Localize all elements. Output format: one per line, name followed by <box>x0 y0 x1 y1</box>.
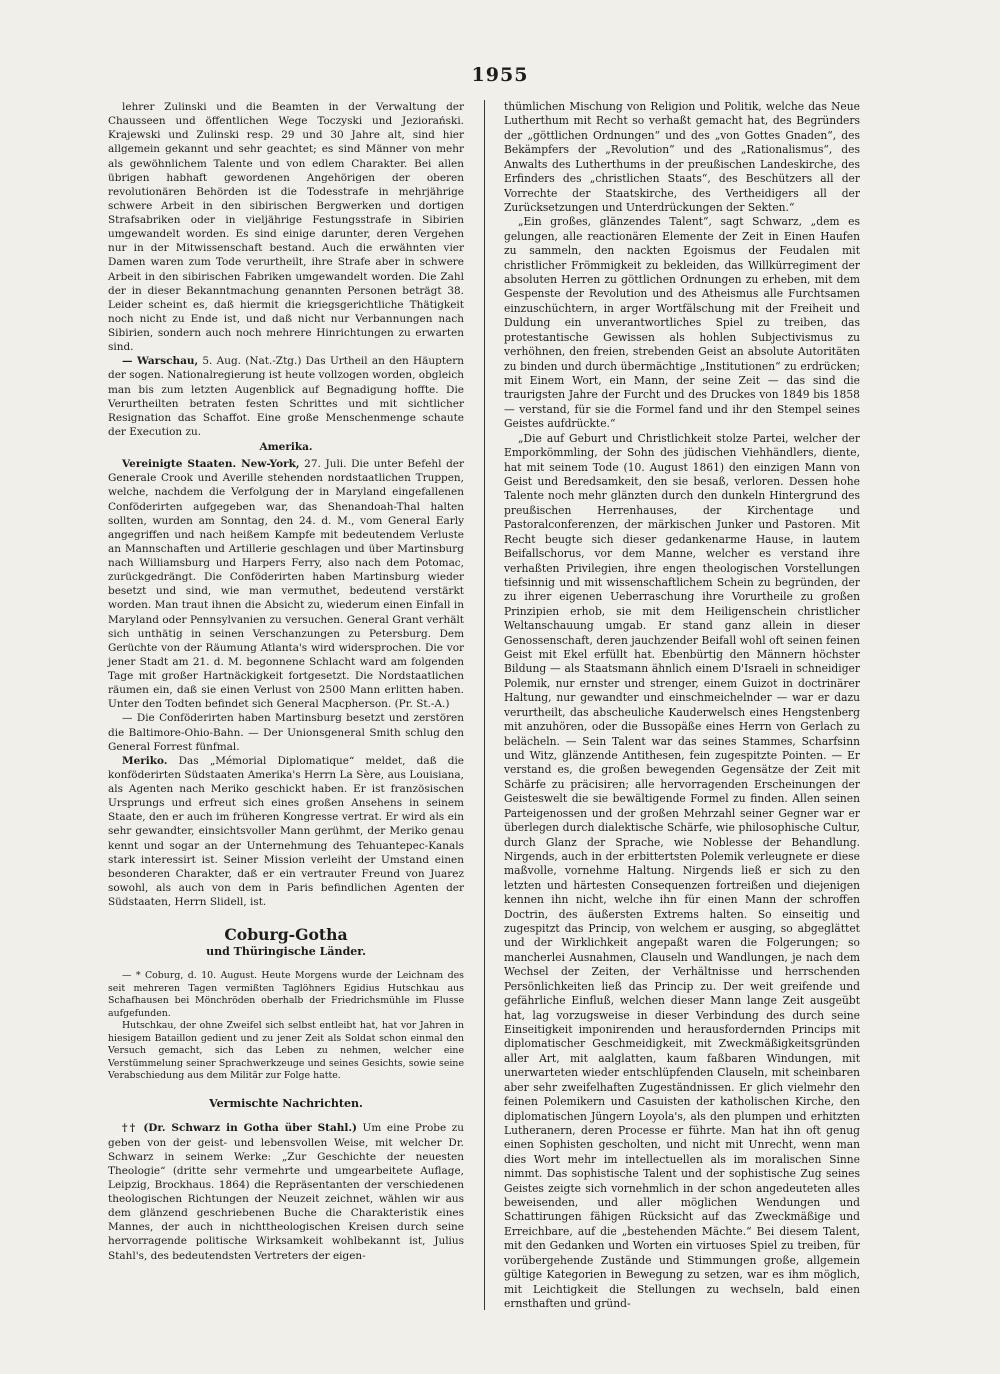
dateline-schwarz: †† (Dr. Schwarz in Gotha über Stahl.) <box>122 1122 357 1135</box>
heading-vermischte-nachrichten: Vermischte Nachrichten. <box>209 1096 363 1110</box>
heading-amerika: Amerika. <box>259 441 313 453</box>
article-schwarz-stahl: †† (Dr. Schwarz in Gotha über Stahl.) Um eine Probe zu geben von der geist- und lebensvollen Weise, mit welcher Dr. Schwarz in seinem Werke: „Zur Geschichte der neuesten Theologie“ (dritte sehr vermehrte und umgearbeitete Auflage, Leipzig, Brockhaus. 1864) die Repräsentanten der verschiedenen theologischen Richtungen der Neuzeit zeichnet, wählen wir aus dem glänzend geschriebenen Buche die Charakteristik eines Mannes, der auch in nichttheologischen Kreisen durch seine hervorragende politische Wirksamkeit wohlbekannt ist, Julius Stahl's, des bedeutendsten Vertreters der eigen- <box>108 1122 464 1262</box>
article-polish-verdicts: lehrer Zulinski und die Beamten in der Verwaltung der Chausseen und öffentlichen Wege Toczyski und Jeziorański. Krajewski und Zulinski resp. 29 und 30 Jahre alt, sind hier allgemein gekannt und sehr geachtet; es sind Männer von mehr als gewöhnlichem Talente und von edlem Charakter. Bei allen übrigen habhaft gewordenen Angehörigen der oberen revolutionären Behörden ist die Todesstrafe in mehrjährige schwere Arbeit in den sibirischen Bergwerken und dortigen Strafsabriken oder in vieljährige Festungsstrafe in Sibirien umgewandelt worden. Es sind einige darunter, deren Vergehen nur in der Mitwissenschaft bestand. Auch die erwähnten vier Damen waren zum Tode verurtheilt, ihre Strafe aber in schwere Arbeit in den sibirischen Fabriken umgewandelt worden. Die Zahl der in dieser Bekanntmachung genannten Personen beträgt 38. Leider scheint es, daß hiermit die kriegsgerichtliche Thätigkeit noch nicht zu Ende ist, und daß nicht nur Verbannungen nach Sibirien, sondern auch noch mehrere Hinrichtungen zu erwarten sind. <box>108 101 464 354</box>
article-coburg: — * Coburg, d. 10. August. Heute Morgens wurde der Leichnam des seit mehreren Tagen vermißten Taglöhners Egidius Hutschkau aus Schafhausen bei Mönchröden oberhalb der Friedrichsmühle im Flusse aufgefunden. <box>108 970 464 1019</box>
section-title-coburg-gotha: Coburg-Gotha <box>224 925 348 945</box>
article-warsaw: — Warschau, 5. Aug. (Nat.-Ztg.) Das Urtheil an den Häuptern der sogen. Nationalregierung ist heute vollzogen worden, obgleich man bis zum letzten Augenblick auf Begnadigung hoffte. Die Verurtheilten betraten festen Schrittes und mit sichtlicher Resignation das Schaffot. Eine große Menschenmenge schaute der Execution zu. <box>108 355 464 438</box>
page-number: 1955 <box>471 64 529 86</box>
column-divider <box>484 100 485 1310</box>
article-mexico: Meriko. Das „Mémorial Diplomatique“ meldet, daß die konföderirten Südstaaten Amerika's Herrn La Sère, aus Louisiana, als Agenten nach Meriko geschickt haben. Er ist französischen Ursprungs und erfreut sich eines großen Ansehens in seinem Staate, den er auch im früheren Kongresse vertrat. Er wird als ein sehr gewandter, einsichtsvoller Mann gerühmt, der Meriko genau kennt und sogar an der Unternehmung des Tehuantepec-Kanals stark interessirt ist. Seiner Mission verleiht der Umstand einen besonderen Charakter, daß er ein vertrauter Freund von Juarez sowohl, als auch von dem in Paris befindlichen Agenten der Südstaaten, Herrn Slidell, ist. <box>108 754 464 908</box>
right-column <box>504 100 860 1311</box>
section-subtitle-thuringian: und Thüringische Länder. <box>206 945 366 959</box>
dateline-warsaw: — Warschau, <box>122 355 199 368</box>
article-stahl-part1: thümlichen Mischung von Religion und Politik, welche das Neue Lutherthum mit Recht so verhaßt gemacht hat, des Begründers der „göttlichen Ordnungen“ und des „von Gottes Gnaden“, des Bekämpfers der „Revolution“ und des „Rationalismus“, des Anwalts des Lutherthums in der preußischen Landeskirche, des Erfinders des „christlichen Staats“, des Beschützers all der Vorrechte der Staatskirche, des Vertheidigers all der Zurücksetzungen und Unterdrückungen der Sekten.“ <box>504 100 860 214</box>
article-united-states: Vereinigte Staaten. New-York, 27. Juli. Die unter Befehl der Generale Crook und Averille stehenden nordstaatlichen Truppen, welche, nachdem die Verfolgung der in Maryland eingefallenen Conföderirten aufgegeben war, das Shenandoah-Thal halten sollten, wurden am Sonntag, den 24. d. M., vom General Early angegriffen und nach heißem Kampfe mit bedeutendem Verluste an Mannschaften und Artillerie geschlagen und über Martinsburg nach Williamsburg und Harpers Ferry, also nach dem Potomac, zurückgedrängt. Die Conföderirten haben Martinsburg wieder besetzt und sind, wie man vermuthet, bedeutend verstärkt worden. Man traut ihnen die Absicht zu, wiederum einen Einfall in Maryland oder Pennsylvanien zu versuchen. General Grant verhält sich unthätig in seinen Verschanzungen zu Petersburg. Dem Gerüchte von der Räumung Atlanta's wird widersprochen. Die vor jener Stadt am 21. d. M. begonnene Schlacht ward am folgenden Tage mit großer Hartnäckigkeit fortgesetzt. Die Nordstaatlichen räumen ein, daß sie einen Verlust von 2500 Mann erlitten haben. Unter den Todten befindet sich General Macpherson. (Pr. St.-A.) <box>108 458 465 711</box>
dateline-mexico: Meriko. <box>122 754 168 767</box>
article-hutschkau: Hutschkau, der ohne Zweifel sich selbst entleibt hat, hat vor Jahren in hiesigem Bataillon gedient und zu jener Zeit als Soldat schon einmal den Versuch gemacht, sich das Leben zu nehmen, welcher eine Verstümmelung seiner Sprachwerkzeuge und seines Gesichts, sowie seine Verabschiedung aus dem Militär zur Folge hatte. <box>108 1020 464 1082</box>
article-stahl-part3: „Die auf Geburt und Christlichkeit stolze Partei, welcher der Emporkömmling, der Sohn des jüdischen Viehhändlers, diente, hat mit seinem Tode (10. August 1861) den einzigen Mann von Geist und Beredsamkeit, den sie besaß, verloren. Dessen hohe Talente noch mehr glänzten durch den dunkeln Hintergrund des preußischen Herrenhauses, der Kirchentage und Pastoralconferenzen, der märkischen Junker und Pastoren. Mit Recht beugte sich dieser gedankenarme Hause, in lautem Beifallschorus, vor dem Manne, welcher es verstand ihre verhaßten Privilegien, ihre engen theologischen Vorstellungen tiefsinnig und mit wissenschaftlichem Schein zu begründen, der zu ihrer eigenen Ueberraschung ihre Vorurtheile zu großen Prinzipien erhob, sie mit dem Heiligenschein christlicher Weltanschauung umgab. Er stand ganz allein in dieser Genossenschaft, deren jauchzender Beifall wohl oft seinen feinen Geist mit Ekel erfüllt hat. Ebenbürtig den Männern höchster Bildung — als Staatsmann ähnlich einem D'Israeli in schneidiger Polemik, nur ernster und strenger, einem Guizot in doctrinärer Haltung, nur gewandter und einschmeichelnder — war er dazu verurtheilt, das abscheuliche Kauderwelsch eines Hengstenberg mit anzuhören, oder die Bussopäße eines Herrn von Gerlach zu belächeln. — Sein Talent war das seines Stammes, Scharfsinn und Witz, glänzende Antithesen, fein zugespitzte Pointen. — Er verstand es, die großen bewegenden Gegensätze der Zeit mit Schärfe zu präcisiren; alle hervorragenden Erscheinungen der Geisteswelt die sie bewältigende Formel zu finden. Allen seinen Parteigenossen und der großen Mehrzahl seiner Gegner war er überlegen durch dialektische Schärfe, wie philosophische Cultur, durch Glanz der Sprache, wie Noblesse der Behandlung. Nirgends, auch in der erbittertsten Polemik verleugnete er diese maßvolle, vornehme Haltung. Nirgends ließ er sich zu den letzten und härtesten Consequenzen fortreißen und diejenigen kennen ihn nicht, welche ihn für einen Mann der schroffen Doctrin, des äußersten Extrems halten. So einseitig und zugespitzt das Princip, von welchem er ausging, so abgeglättet und der Wirklichkeit angepaßt waren die Folgerungen; so mancherlei Ausnahmen, Clauseln und Wandlungen, je nach dem Wechsel der Zeiten, der Verhältnisse und herrschenden Persönlichkeiten ließ das Princip zu. Der weit greifende und gefährliche Einfluß, welchen dieser Mann lange Zeit ausgeübt hat, lag vorzugsweise in dieser Verbindung des durch seine Einseitigkeit imponirenden und herausfordernden Princips mit diplomatischer Geschmeidigkeit, mit Zweckmäßigkeitsgründen aller Art, mit aalglatten, kaum faßbaren Windungen, mit unerwarteten wieder entschlüpfenden Clauseln, mit scheinbaren aber sehr zweifelhaften Zugeständnissen. Er glich vielmehr den feinen Polemikern und Casuisten der katholischen Kirche, den diplomatischen Jüngern Loyola's, als den plumpen und erhitzten Lutheranern, deren Processe er führte. Man hat ihn oft genug einen Sophisten gescholten, und nicht mit Unrecht, wenn man dies Wort mehr im intellectuellen als im moralischen Sinne nimmt. Das sophistische Talent und der sophistische Zug seines Geistes zeigte sich vornehmlich in der schon angedeuteten alles beweisenden, und aller möglichen Wendungen und Schattirungen fähigen Rücksicht auf das Zweckmäßige und Erreichbare, auf die „bestehenden Mächte.“ Bei diesem Talent, mit den Gedanken und Worten ein virtuoses Spiel zu treiben, für vorübergehende Zustände und Stimmungen große, allgemein gültige Kategorien in Bewegung zu setzen, war es ihm möglich, mit Leichtigkeit die Stellungen zu wechseln, bald einen ernsthaften und gründ- <box>504 431 860 1311</box>
left-column <box>108 100 464 1263</box>
dateline-new-york: Vereinigte Staaten. New-York, <box>122 458 300 471</box>
article-confederates: — Die Conföderirten haben Martinsburg besetzt und zerstören die Baltimore-Ohio-Bahn. — Der Unionsgeneral Smith schlug den General Forrest fünfmal. <box>108 712 464 753</box>
article-stahl-part2: „Ein großes, glänzendes Talent“, sagt Schwarz, „dem es gelungen, alle reactionären Elemente der Zeit in Einen Haufen zu sammeln, den nackten Egoismus der Feudalen mit christlicher Frömmigkeit zu bekleiden, das Willkürregiment der absoluten Herren zu göttlichen Ordnungen zu erheben, mit dem Gespenste der Revolution und des Atheismus alle Furchtsamen einzuschüchtern, in arger Wortfälschung mit der Freiheit und Duldung ein unverantwortliches Spiel zu treiben, das protestantische Gewissen als hohlen Subjectivismus zu verhöhnen, den freien, strebenden Geist an absolute Autoritäten zu binden und durch übermächtige „Institutionen“ zu erdrücken; mit Einem Wort, ein Mann, der seine Zeit — das sind die traurigsten Jahre der Furcht und des Druckes von 1849 bis 1858 — verstand, für sie die Formel fand und ihr den Stempel seines Geistes aufdrückte.“ <box>504 215 860 431</box>
